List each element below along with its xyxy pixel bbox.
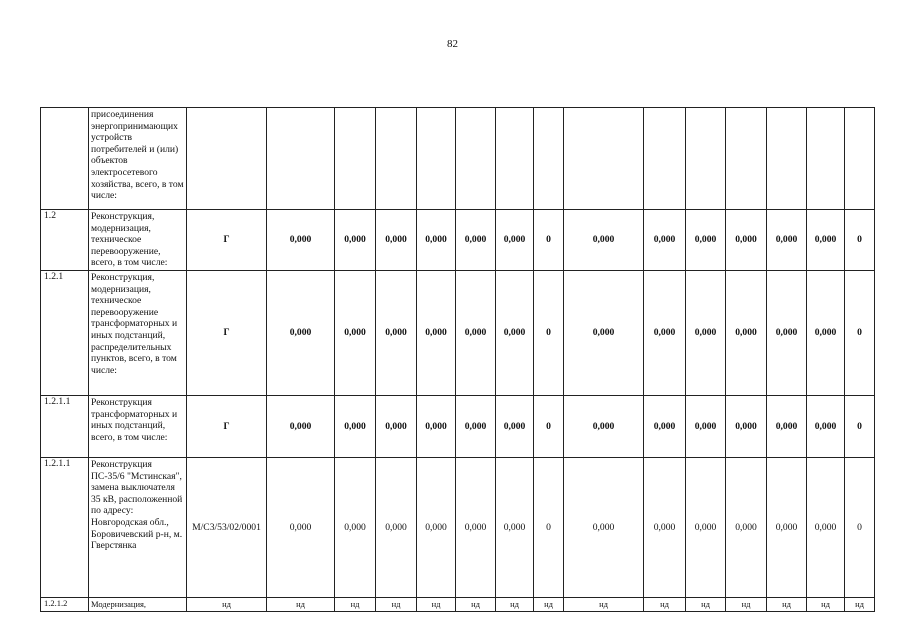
row-value	[496, 108, 534, 210]
row-value: нд	[726, 597, 767, 611]
row-value: 0,000	[376, 457, 417, 597]
row-value: 0	[534, 270, 564, 395]
row-value	[335, 108, 376, 210]
row-value	[845, 108, 875, 210]
row-value: 0,000	[417, 395, 456, 457]
row-value: 0	[845, 270, 875, 395]
row-value: 0,000	[496, 395, 534, 457]
row-value: 0,000	[644, 270, 686, 395]
row-value	[564, 108, 644, 210]
row-value: нд	[456, 597, 496, 611]
row-code: Г	[187, 210, 267, 271]
row-value: 0,000	[267, 270, 335, 395]
row-number: 1.2.1.1	[41, 457, 89, 597]
row-value: 0,000	[807, 395, 845, 457]
row-value	[456, 108, 496, 210]
row-value	[807, 108, 845, 210]
row-value: 0,000	[376, 395, 417, 457]
row-number: 1.2.1.1	[41, 395, 89, 457]
row-value: нд	[534, 597, 564, 611]
row-value: 0,000	[807, 210, 845, 271]
row-number	[41, 108, 89, 210]
row-value: 0,000	[726, 395, 767, 457]
row-code: Г	[187, 395, 267, 457]
row-value: 0,000	[726, 270, 767, 395]
row-value: 0,000	[496, 210, 534, 271]
row-value: 0,000	[644, 457, 686, 597]
row-value: нд	[845, 597, 875, 611]
row-value: 0	[845, 457, 875, 597]
row-value: 0,000	[456, 457, 496, 597]
table-body	[41, 108, 875, 612]
row-value: 0,000	[644, 395, 686, 457]
row-value: 0,000	[376, 270, 417, 395]
row-code: нд	[187, 597, 267, 611]
row-code	[187, 108, 267, 210]
row-value: 0,000	[686, 210, 726, 271]
row-name: Реконструкция трансформаторных и иных подстанций, всего, в том числе:	[89, 395, 187, 457]
table-row	[41, 210, 875, 271]
row-value: нд	[644, 597, 686, 611]
row-code: M/C3/53/02/0001	[187, 457, 267, 597]
row-value: 0,000	[807, 457, 845, 597]
row-value: 0,000	[726, 210, 767, 271]
row-value: 0,000	[456, 395, 496, 457]
row-value: 0	[845, 210, 875, 271]
row-value: 0	[534, 210, 564, 271]
row-value	[376, 108, 417, 210]
row-value: 0,000	[686, 457, 726, 597]
row-value	[767, 108, 807, 210]
row-value	[417, 108, 456, 210]
row-value: 0,000	[335, 395, 376, 457]
row-value: 0,000	[417, 210, 456, 271]
row-name: Реконструкция, модернизация, техническое перевооружение трансформаторных и иных подстанций, распределительных пунктов, всего, в том числе:	[89, 270, 187, 395]
table-row	[41, 395, 875, 457]
row-number: 1.2.1.2	[41, 597, 89, 611]
row-value: нд	[564, 597, 644, 611]
row-value: 0,000	[686, 270, 726, 395]
row-number: 1.2	[41, 210, 89, 271]
row-value: 0	[534, 457, 564, 597]
row-value: нд	[267, 597, 335, 611]
row-value: 0,000	[417, 270, 456, 395]
row-name: Модернизация,	[89, 597, 187, 611]
row-value	[267, 108, 335, 210]
row-value: 0,000	[335, 270, 376, 395]
row-value: 0,000	[767, 210, 807, 271]
row-value: 0,000	[267, 457, 335, 597]
row-value: нд	[417, 597, 456, 611]
row-value: нд	[496, 597, 534, 611]
row-value: 0,000	[767, 270, 807, 395]
row-value: 0	[534, 395, 564, 457]
row-value: 0,000	[267, 395, 335, 457]
row-value: 0,000	[726, 457, 767, 597]
row-value: 0,000	[496, 457, 534, 597]
row-name: присоединения энергопринимающих устройств потребителей и (или) объектов электросетевого хозяйства, всего, в том числе:	[89, 108, 187, 210]
row-value: 0,000	[335, 457, 376, 597]
row-value: 0,000	[564, 270, 644, 395]
row-value: нд	[376, 597, 417, 611]
row-value: 0	[845, 395, 875, 457]
row-value: нд	[767, 597, 807, 611]
row-value: 0,000	[456, 270, 496, 395]
table-row	[41, 597, 875, 611]
row-name: Реконструкция ПС-35/6 "Мстинская", замена выключателя 35 кВ, расположенной по адресу: Новгородская обл., Боровичевский р-н, м. Гверстянка	[89, 457, 187, 597]
row-value: 0,000	[686, 395, 726, 457]
row-value: 0,000	[376, 210, 417, 271]
row-value: нд	[335, 597, 376, 611]
row-value: 0,000	[644, 210, 686, 271]
row-value: 0,000	[564, 210, 644, 271]
row-value	[686, 108, 726, 210]
row-value: 0,000	[564, 457, 644, 597]
row-code: Г	[187, 270, 267, 395]
page-number: 82	[447, 38, 458, 50]
row-value	[644, 108, 686, 210]
row-value	[534, 108, 564, 210]
row-name: Реконструкция, модернизация, техническое перевооружение, всего, в том числе:	[89, 210, 187, 271]
row-value: 0,000	[267, 210, 335, 271]
table-row	[41, 457, 875, 597]
table-row	[41, 108, 875, 210]
row-value: 0,000	[456, 210, 496, 271]
row-value	[726, 108, 767, 210]
row-value: 0,000	[767, 457, 807, 597]
row-value: нд	[686, 597, 726, 611]
row-value: 0,000	[564, 395, 644, 457]
row-value: 0,000	[767, 395, 807, 457]
row-value: 0,000	[496, 270, 534, 395]
row-value: нд	[807, 597, 845, 611]
row-value: 0,000	[417, 457, 456, 597]
row-number: 1.2.1	[41, 270, 89, 395]
table-row	[41, 270, 875, 395]
investment-table	[40, 107, 875, 612]
row-value: 0,000	[807, 270, 845, 395]
row-value: 0,000	[335, 210, 376, 271]
